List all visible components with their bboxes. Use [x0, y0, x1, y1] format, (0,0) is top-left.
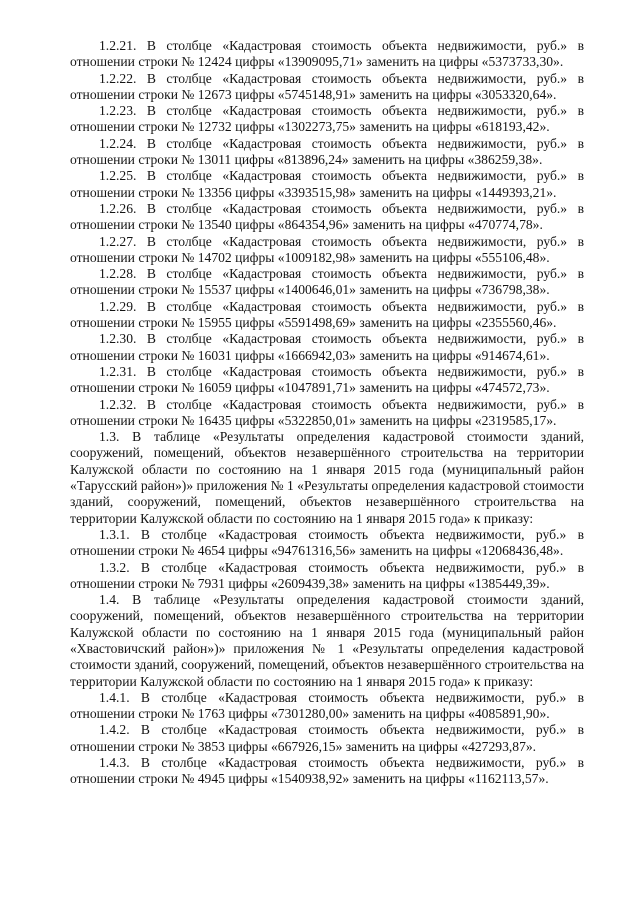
clause-1-3-1: 1.3.1. В столбце «Кадастровая стоимость объекта недвижимости, руб.» в отношении строки № 4654 цифры «94761316,56» заменить на цифры «12068436,48».	[70, 526, 584, 559]
clause-1-2-30: 1.2.30. В столбце «Кадастровая стоимость объекта недвижимости, руб.» в отношении строки № 16031 цифры «1666942,03» заменить на цифры «914674,61».	[70, 331, 584, 363]
clause-1-2-22: 1.2.22. В столбце «Кадастровая стоимость объекта недвижимости, руб.» в отношении строки № 12673 цифры «5745148,91» заменить на цифры «3053320,64».	[70, 70, 584, 102]
clause-1-2-31: 1.2.31. В столбце «Кадастровая стоимость объекта недвижимости, руб.» в отношении строки № 16059 цифры «1047891,71» заменить на цифры «474572,73».	[70, 363, 584, 396]
clause-1-2-21: 1.2.21. В столбце «Кадастровая стоимость объекта недвижимости, руб.» в отношении строки № 12424 цифры «13909095,71» заменить на цифры «5373733,30».	[70, 38, 584, 70]
clause-1-4-3: 1.4.3. В столбце «Кадастровая стоимость объекта недвижимости, руб.» в отношении строки № 4945 цифры «1540938,92» заменить на цифры «1162113,57».	[70, 755, 584, 787]
clause-1-2-28: 1.2.28. В столбце «Кадастровая стоимость объекта недвижимости, руб.» в отношении строки № 15537 цифры «1400646,01» заменить на цифры «736798,38».	[70, 266, 584, 298]
clause-1-4-1: 1.4.1. В столбце «Кадастровая стоимость объекта недвижимости, руб.» в отношении строки № 1763 цифры «7301280,00» заменить на цифры «4085891,90».	[70, 689, 584, 722]
clause-1-4-2: 1.4.2. В столбце «Кадастровая стоимость объекта недвижимости, руб.» в отношении строки № 3853 цифры «667926,15» заменить на цифры «427293,87».	[70, 722, 584, 754]
document-page	[70, 38, 584, 788]
clause-1-2-23: 1.2.23. В столбце «Кадастровая стоимость объекта недвижимости, руб.» в отношении строки № 12732 цифры «1302273,75» заменить на цифры «618193,42».	[70, 103, 584, 135]
clause-1-2-29: 1.2.29. В столбце «Кадастровая стоимость объекта недвижимости, руб.» в отношении строки № 15955 цифры «5591498,69» заменить на цифры «2355560,46».	[70, 298, 584, 331]
clause-1-2-24: 1.2.24. В столбце «Кадастровая стоимость объекта недвижимости, руб.» в отношении строки № 13011 цифры «813896,24» заменить на цифры «386259,38».	[70, 135, 584, 168]
clause-1-2-27: 1.2.27. В столбце «Кадастровая стоимость объекта недвижимости, руб.» в отношении строки № 14702 цифры «1009182,98» заменить на цифры «555106,48».	[70, 233, 584, 265]
clause-1-4: 1.4. В таблице «Результаты определения кадастровой стоимости зданий, сооружений, помещений, объектов незавершённого строительства на территории Калужской области по состоянию на 1 января 2015 года (муниципальный район «Хвастовичский район»)» приложения № 1 «Результаты определения кадастровой стоимости зданий, сооружений, помещений, объектов незавершённого строительства на территории Калужской области по состоянию на 1 января 2015 года» к приказу:	[70, 592, 584, 689]
clause-1-2-25: 1.2.25. В столбце «Кадастровая стоимость объекта недвижимости, руб.» в отношении строки № 13356 цифры «3393515,98» заменить на цифры «1449393,21».	[70, 168, 584, 200]
clause-1-3-2: 1.3.2. В столбце «Кадастровая стоимость объекта недвижимости, руб.» в отношении строки № 7931 цифры «2609439,38» заменить на цифры «1385449,39».	[70, 559, 584, 591]
clause-1-3: 1.3. В таблице «Результаты определения кадастровой стоимости зданий, сооружений, помещений, объектов незавершённого строительства на территории Калужской области по состоянию на 1 января 2015 года (муниципальный район «Тарусский район»)» приложения № 1 «Результаты определения кадастровой стоимости зданий, сооружений, помещений, объектов незавершённого строительства на территории Калужской области по состоянию на 1 января 2015 года» к приказу:	[70, 429, 584, 526]
clause-1-2-26: 1.2.26. В столбце «Кадастровая стоимость объекта недвижимости, руб.» в отношении строки № 13540 цифры «864354,96» заменить на цифры «470774,78».	[70, 200, 584, 233]
clause-1-2-32: 1.2.32. В столбце «Кадастровая стоимость объекта недвижимости, руб.» в отношении строки № 16435 цифры «5322850,01» заменить на цифры «2319585,17».	[70, 396, 584, 428]
